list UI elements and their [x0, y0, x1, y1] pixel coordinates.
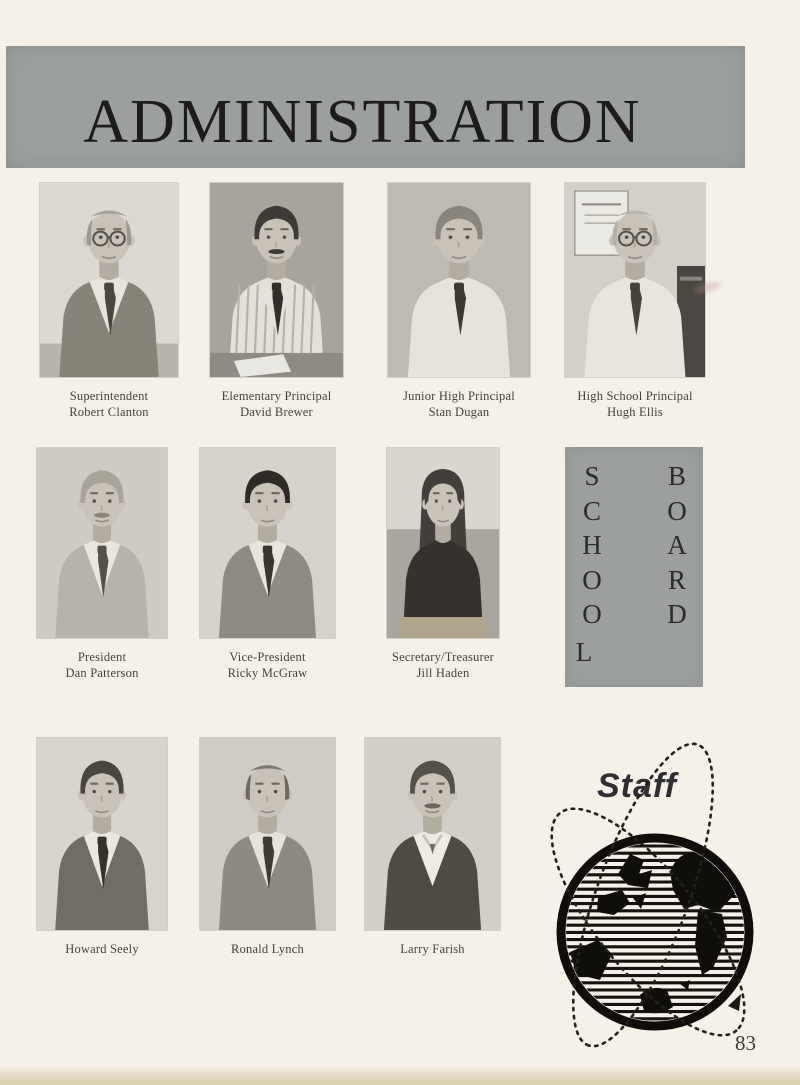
board-letter: O [667, 495, 687, 526]
portrait-card [565, 183, 705, 420]
portrait-card [40, 183, 178, 420]
staff-section-label: Staff [597, 767, 677, 805]
person-name: Dan Patterson [65, 666, 139, 680]
board-letter: B [667, 461, 686, 491]
portrait-card [210, 183, 343, 420]
caption [374, 388, 544, 420]
portrait-photo [565, 183, 705, 377]
person-name: Hugh Ellis [607, 405, 663, 419]
caption [183, 649, 353, 681]
portrait-photo [200, 738, 335, 930]
person-name: Howard Seely [65, 942, 139, 956]
board-letter: S [584, 461, 600, 491]
caption [192, 388, 362, 420]
person-title: Secretary/Treasurer [392, 650, 494, 664]
person-name: Stan Dugan [428, 405, 490, 419]
board-letter: A [667, 530, 687, 560]
page-title: ADMINISTRATION [83, 87, 642, 156]
portrait-photo [200, 448, 335, 638]
board-letter: C [582, 495, 601, 526]
board-letter: D [667, 599, 687, 629]
portrait-card [200, 448, 335, 681]
board-letter: H [582, 530, 602, 560]
school-board-banner [565, 447, 703, 687]
person-title: Junior High Principal [403, 389, 515, 403]
portrait-card [387, 448, 499, 681]
person-name: Jill Haden [416, 666, 470, 680]
board-banner-word-board [661, 459, 693, 632]
caption [183, 941, 353, 957]
portrait-photo [40, 183, 178, 377]
caption [24, 388, 194, 420]
person-name: Ronald Lynch [231, 942, 304, 956]
caption [17, 649, 187, 681]
person-name: Robert Clanton [69, 405, 149, 419]
person-title: Vice-President [229, 650, 306, 664]
portrait-card [200, 738, 335, 957]
board-letter: O [582, 564, 602, 595]
person-name: Larry Farish [400, 942, 465, 956]
board-banner-word-school [576, 459, 608, 666]
portrait-card [365, 738, 500, 957]
person-name: Ricky McGraw [227, 666, 308, 680]
person-name: David Brewer [240, 405, 313, 419]
portrait-card [388, 183, 530, 420]
portrait-card [37, 738, 167, 957]
page-title-banner [6, 46, 745, 168]
board-letter: O [582, 599, 602, 629]
portrait-photo [37, 448, 167, 638]
caption [348, 941, 518, 957]
caption [550, 388, 720, 420]
caption [17, 941, 187, 957]
person-title: President [77, 650, 127, 664]
portrait-photo [388, 183, 530, 377]
orbit-arrowhead [728, 994, 741, 1011]
person-title: High School Principal [577, 389, 693, 403]
portrait-card [37, 448, 167, 681]
person-title: Superintendent [69, 389, 149, 403]
portrait-photo [387, 448, 499, 638]
caption [358, 649, 528, 681]
portrait-photo [37, 738, 167, 930]
page-number: 83 [735, 1031, 756, 1055]
globe-illustration [540, 722, 800, 1072]
portrait-photo [365, 738, 500, 930]
portrait-photo [210, 183, 343, 377]
board-letter: R [667, 564, 686, 595]
person-title: Elementary Principal [221, 389, 332, 403]
board-letter: L [575, 636, 593, 667]
page-edge-shadow [0, 1065, 800, 1085]
